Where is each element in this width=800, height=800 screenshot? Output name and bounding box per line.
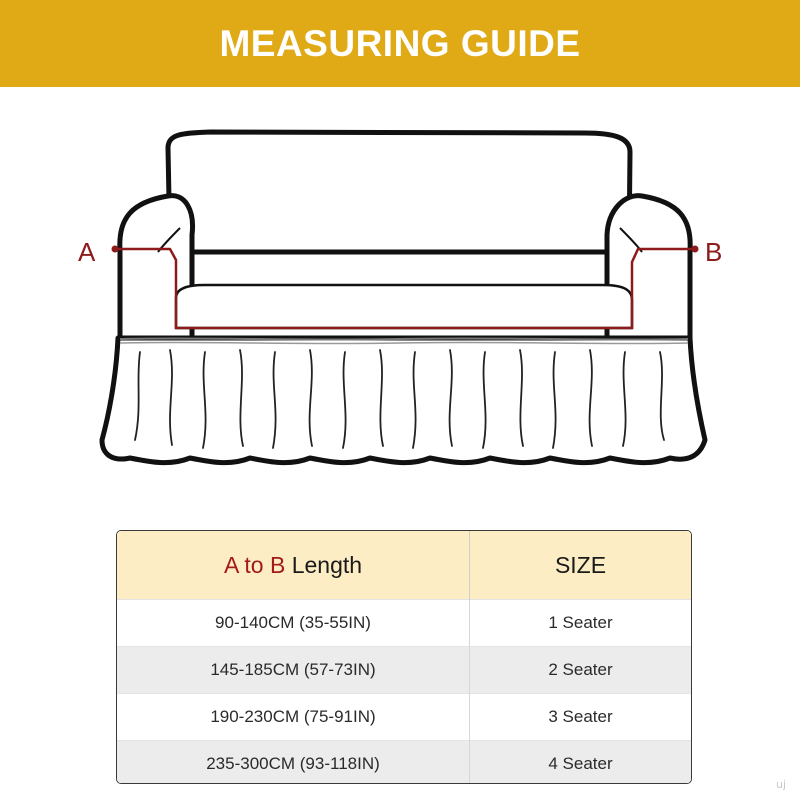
watermark: uj [776,778,787,791]
length-cell: 190-230CM (75-91IN) [117,694,470,741]
point-a-label: A [78,237,96,267]
size-cell: 3 Seater [470,694,692,741]
length-cell: 235-300CM (93-118IN) [117,741,470,785]
size-column-header: SIZE [470,531,692,600]
size-table [116,530,692,784]
size-cell: 4 Seater [470,741,692,785]
sofa-icon [0,95,800,505]
header-banner [0,0,800,87]
table-row [117,600,691,647]
page-title: MEASURING GUIDE [219,22,581,64]
table-row [117,694,691,741]
size-cell: 2 Seater [470,647,692,694]
size-cell: 1 Seater [470,600,692,647]
table-row [117,741,691,785]
length-cell: 90-140CM (35-55IN) [117,600,470,647]
a-to-b-highlight: A to B [223,551,286,578]
length-column-header [117,531,470,600]
sofa-measurement-diagram [0,95,800,505]
length-cell: 145-185CM (57-73IN) [117,647,470,694]
length-word: Length [285,551,363,578]
table-row [117,647,691,694]
table-header-row [117,531,691,600]
point-b-label: B [705,237,723,267]
